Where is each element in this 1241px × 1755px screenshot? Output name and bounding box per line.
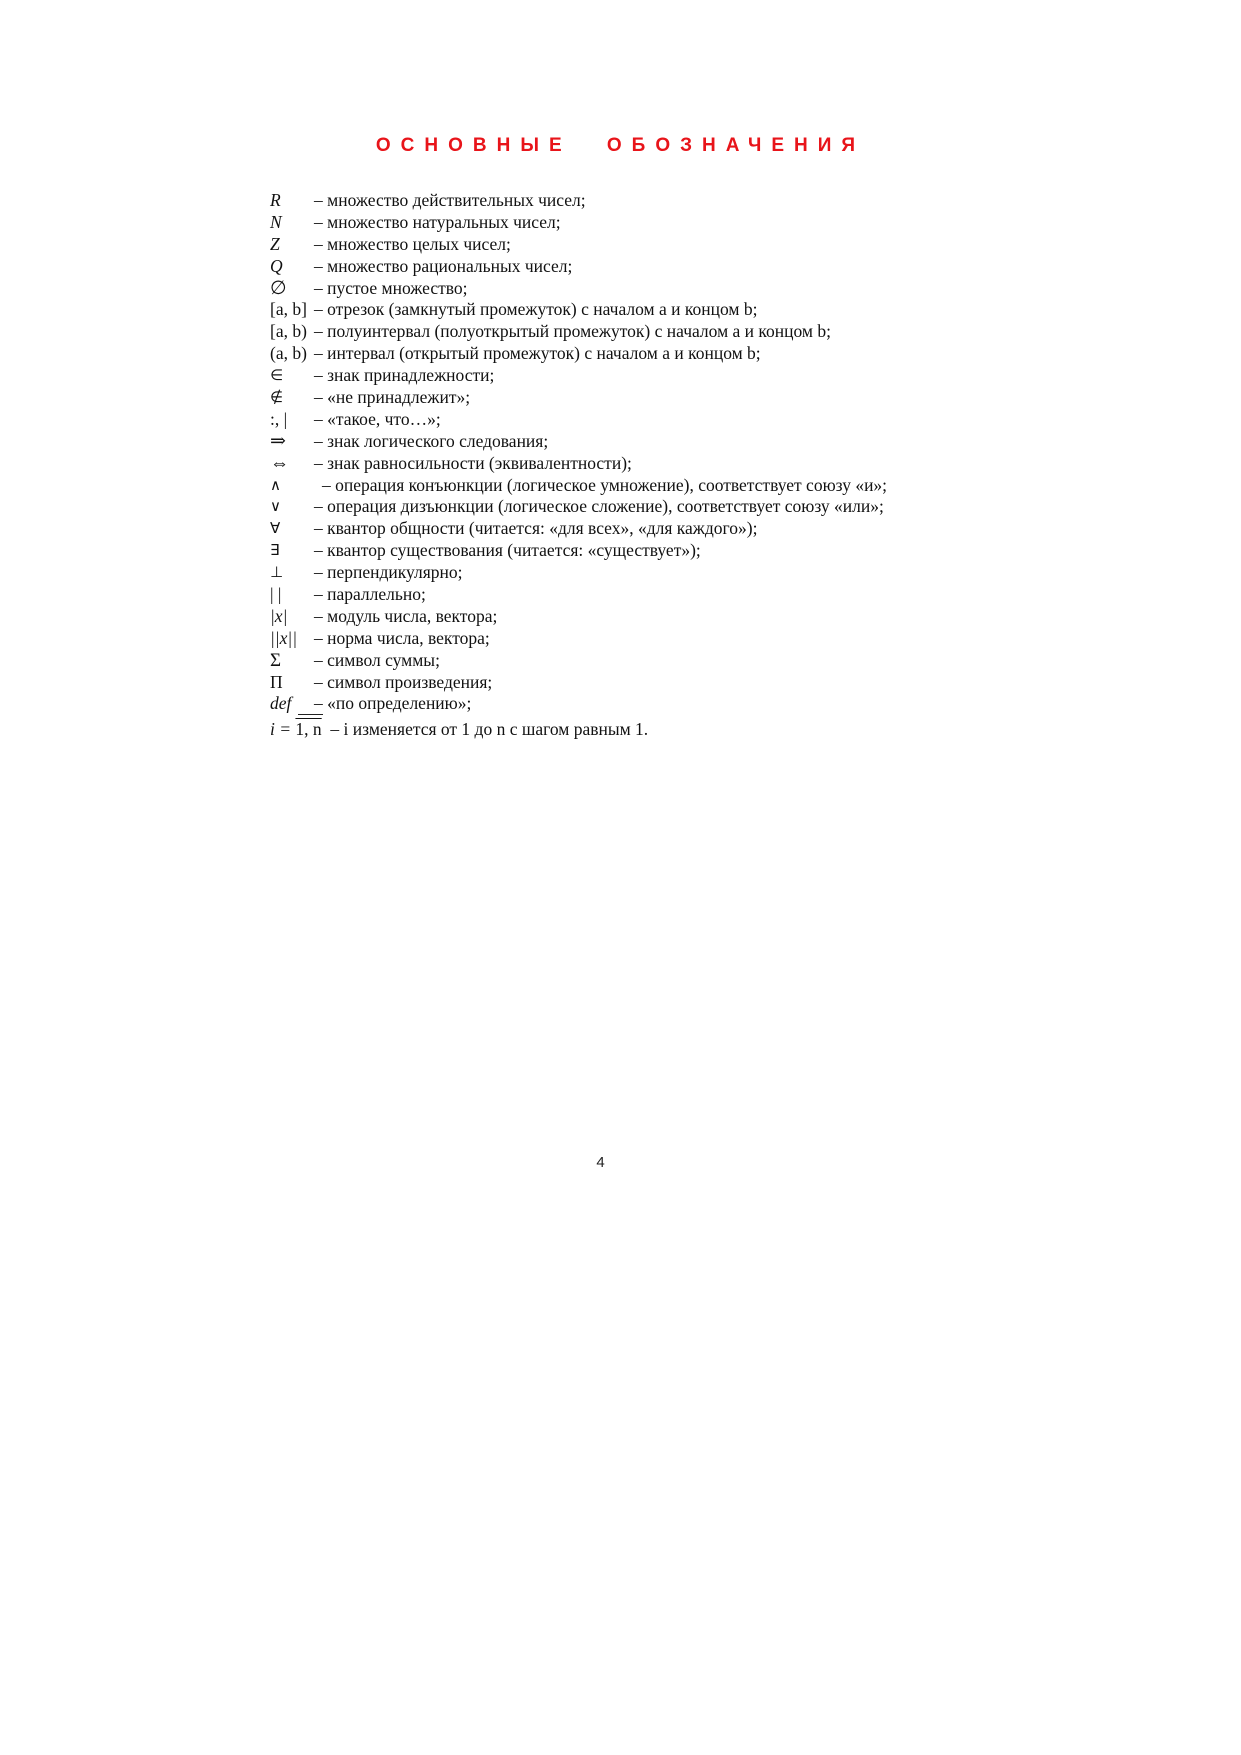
notation-row (270, 190, 1030, 212)
notation-description: – операция дизъюнкции (логическое сложение), соответствует союзу «или»; (314, 496, 884, 517)
index-lhs: i = (270, 719, 292, 740)
notation-row (270, 540, 1030, 562)
notation-row (270, 431, 1030, 453)
notation-row (270, 650, 1030, 672)
element-of-icon: ∈ (270, 366, 284, 385)
notation-description: – знак логического следования; (314, 430, 549, 451)
notation-description: – знак равносильности (эквивалентности); (314, 452, 632, 473)
notation-row (270, 606, 1030, 628)
product-icon: Π (270, 671, 283, 692)
notation-symbol: |x| (270, 605, 288, 626)
notation-row (270, 278, 1030, 300)
notation-description: – модуль числа, вектора; (314, 605, 498, 626)
notation-description: – квантор существования (читается: «существует»); (314, 540, 701, 561)
notation-symbol: R (270, 190, 281, 210)
notation-row (270, 321, 1030, 343)
parallel-icon: | | (270, 584, 282, 605)
notation-description: – интервал (открытый промежуток) с началом a и концом b; (314, 343, 761, 364)
implies-icon: ⇒ (270, 430, 286, 452)
notation-row (270, 562, 1030, 584)
equivalent-icon: ⇔ (270, 452, 289, 474)
notation-description: – параллельно; (314, 584, 426, 605)
sum-icon: Σ (270, 649, 282, 671)
notation-row (270, 299, 1030, 321)
notation-description: – «такое, что…»; (314, 408, 441, 429)
notation-description: – знак принадлежности; (314, 365, 495, 386)
notation-row (270, 343, 1030, 365)
definition-underline (298, 714, 323, 715)
notation-row (270, 453, 1030, 475)
notation-symbol: [a, b) (270, 321, 307, 342)
notation-description: – «не принадлежит»; (314, 387, 471, 408)
page-number: 4 (596, 1154, 605, 1171)
page-title: ОСНОВНЫЕ ОБОЗНАЧЕНИЯ (375, 135, 866, 156)
notation-symbol: Q (270, 255, 283, 276)
notation-description: – множество натуральных чисел; (314, 211, 561, 232)
notation-row (270, 584, 1030, 606)
notation-row (270, 518, 1030, 540)
notation-description: – пустое множество; (314, 277, 468, 298)
notation-row (270, 496, 1030, 518)
logical-or-icon: ∨ (270, 497, 281, 516)
notation-symbol: ||x|| (270, 627, 298, 648)
empty-set-icon: ∅ (270, 277, 287, 299)
perpendicular-icon: ⊥ (270, 563, 284, 582)
notation-symbol: (a, b) (270, 343, 307, 364)
index-range-line (270, 719, 648, 739)
notation-description: – операция конъюнкции (логическое умножение), соответствует союзу «и»; (322, 474, 888, 495)
notation-description: – полуинтервал (полуоткрытый промежуток) с началом a и концом b; (314, 321, 831, 342)
notation-row (270, 234, 1030, 256)
notation-description: – квантор общности (читается: «для всех», «для каждого»); (314, 518, 758, 539)
notation-row (270, 256, 1030, 278)
notation-symbol: :, | (270, 408, 288, 429)
notation-row (270, 693, 1030, 715)
notation-description: – отрезок (замкнутый промежуток) с началом a и концом b; (314, 299, 758, 320)
notation-description: – символ суммы; (314, 649, 440, 670)
notation-description: – норма числа, вектора; (314, 627, 490, 648)
notation-symbol: Z (270, 233, 280, 254)
notation-list (270, 190, 1030, 741)
for-all-icon: ∀ (270, 519, 281, 538)
notation-description: – i изменяется от 1 до n с шагом равным 1. (330, 719, 649, 740)
notation-row (270, 475, 1030, 497)
notation-row (270, 719, 1030, 741)
exists-icon: ∃ (270, 541, 280, 560)
notation-description: – множество целых чисел; (314, 233, 511, 254)
notation-description: – символ произведения; (314, 671, 493, 692)
notation-row (270, 628, 1030, 650)
notation-symbol: def (270, 693, 292, 714)
notation-description: – множество действительных чисел; (314, 190, 586, 210)
notation-description: – «по определению»; (314, 693, 472, 714)
notation-description: – множество рациональных чисел; (314, 255, 573, 276)
notation-row (270, 672, 1030, 694)
logical-and-icon: ∧ (270, 475, 281, 494)
notation-description: – перпендикулярно; (314, 562, 463, 583)
notation-symbol: [a, b] (270, 299, 307, 320)
notation-row (270, 387, 1030, 409)
notation-row (270, 365, 1030, 387)
notation-symbol: N (270, 211, 282, 232)
notation-row (270, 212, 1030, 234)
notation-row (270, 409, 1030, 431)
not-element-of-icon: ∉ (270, 388, 284, 407)
index-range: 1, n (295, 719, 322, 740)
